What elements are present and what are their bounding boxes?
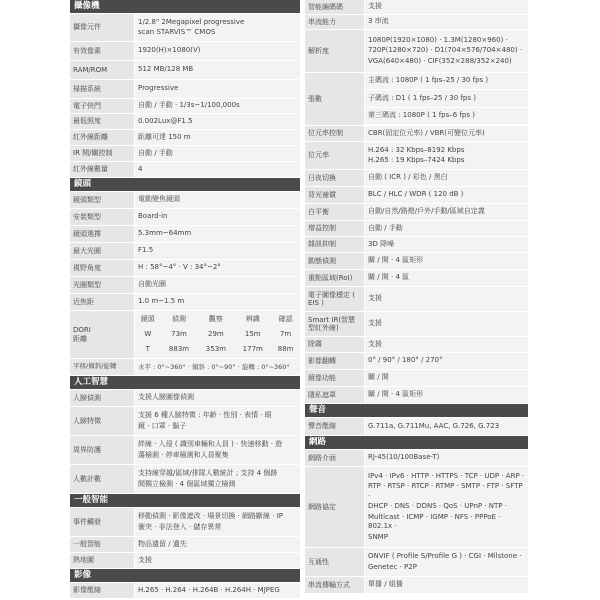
spec-row xyxy=(305,467,528,547)
spec-value xyxy=(365,418,528,435)
spec-value xyxy=(135,537,300,552)
spec-row xyxy=(305,337,528,352)
spec-value xyxy=(365,0,528,14)
spec-label: 增益控制 xyxy=(305,221,364,236)
spec-row xyxy=(305,387,528,403)
spec-value xyxy=(365,187,528,203)
spec-row xyxy=(305,204,528,220)
spec-row xyxy=(70,537,300,552)
spec-value: 電動變焦鏡頭 xyxy=(135,192,300,208)
section-header-ai: 人工智慧 xyxy=(70,376,300,389)
spec-label: 隱私遮罩 xyxy=(305,387,364,403)
spec-value xyxy=(365,467,528,547)
spec-value: 距離可達 150 m xyxy=(135,130,300,145)
spec-line: RJ-45(10/100Base-T) xyxy=(368,453,440,462)
dori-cell: 15m xyxy=(244,329,261,338)
spec-label: 熱地圖 xyxy=(70,553,134,568)
spec-line: 移動偵測 · 影像遮改 · 場景切換 · 網路斷線 · IP xyxy=(138,512,283,521)
spec-line: 自動 ( ICR ) / 彩色 / 黑白 xyxy=(368,173,448,182)
spec-row xyxy=(305,577,528,593)
spec-line: RTP · RTSP · RTCP · RTMP · SMTP · FTP · SFTP · xyxy=(368,482,523,500)
spec-row xyxy=(305,312,528,336)
dori-cell: 29m xyxy=(208,329,224,338)
spec-line: 支援 xyxy=(368,339,382,348)
spec-value xyxy=(365,370,528,386)
dori-row xyxy=(70,311,300,358)
section-header-lens: 鏡頭 xyxy=(70,178,300,191)
spec-value: 512 MB/128 MB xyxy=(135,61,300,79)
spec-label: 串流傳輸方式 xyxy=(305,577,364,593)
spec-value xyxy=(365,221,528,236)
spec-label: 影像翻轉 xyxy=(305,353,364,369)
dori-cell: 177m xyxy=(242,344,263,353)
spec-value xyxy=(135,436,300,464)
spec-row xyxy=(70,130,300,145)
dori-cell: 7m xyxy=(279,329,292,338)
spec-line: H.264 : 32 Kbps–8192 Kbps xyxy=(368,145,465,154)
spec-label: 視野角度 xyxy=(70,260,134,276)
spec-label: 鏡像功能 xyxy=(305,370,364,386)
spec-label: 事件觸發 xyxy=(70,508,134,536)
spec-label: 位元率控制 xyxy=(305,126,364,141)
spec-label: 重點區域(RoI) xyxy=(305,270,364,286)
spec-row xyxy=(70,162,300,177)
spec-label: 有效像素 xyxy=(70,42,134,60)
spec-value: Progressive xyxy=(135,80,300,98)
spec-label: 平移/傾斜/旋轉 xyxy=(70,359,134,375)
right-top-group xyxy=(305,0,528,403)
spec-line: 間獨立檢測 · 4 個區域獨立檢測 xyxy=(138,479,236,488)
spec-row xyxy=(305,221,528,236)
spec-line: 支援 xyxy=(368,294,382,303)
spec-line: 支援 xyxy=(368,2,382,11)
spec-row xyxy=(305,370,528,386)
spec-value xyxy=(365,126,528,141)
spec-line: 物品遺留 / 遺失 xyxy=(138,539,187,548)
spec-line: 自動/自然/路燈/戶外/手動/區域自定義 xyxy=(368,207,485,216)
spec-line: 絆線 · 入侵 ( 識別車輛和人員 ) · 快速移動 · 遊 xyxy=(138,440,283,449)
spec-value: 水平 : 0°~360° · 傾斜 : 0°~90° · 旋轉 : 0°~360° xyxy=(135,359,300,375)
spec-line: VGA(640×480) · CIF(352×288/352×240) xyxy=(368,56,512,65)
spec-line: Genetec · P2P xyxy=(368,562,417,571)
spec-label: 紅外線距離 xyxy=(70,130,134,145)
spec-row xyxy=(305,548,528,576)
spec-value: 1.0 m~1.5 m xyxy=(135,294,300,310)
dori-cell: 883m xyxy=(168,344,190,353)
spec-label: 周界防護 xyxy=(70,436,134,464)
dori-label-line: DORI xyxy=(73,326,91,335)
spec-value xyxy=(365,15,528,29)
spec-line: 關 / 開 · 4 區 xyxy=(368,273,410,282)
spec-line: H.265 : 19 Kbps–7424 Kbps xyxy=(368,156,465,164)
spec-value xyxy=(365,270,528,286)
spec-label: 安裝類型 xyxy=(70,209,134,225)
dori-cell: 73m xyxy=(171,329,187,338)
spec-value xyxy=(365,253,528,269)
spec-line: IPv4 · IPv6 · HTTP · HTTPS · TCP · UDP · ARP · xyxy=(368,471,525,480)
spec-row xyxy=(305,237,528,252)
spec-value xyxy=(365,30,528,72)
spec-row xyxy=(305,15,528,29)
spec-label: 網路介面 xyxy=(305,450,364,466)
spec-row xyxy=(70,61,300,79)
spec-label: 背光補償 xyxy=(305,187,364,203)
spec-row xyxy=(70,359,300,375)
spec-value xyxy=(365,337,528,352)
spec-row xyxy=(70,277,300,293)
spec-row xyxy=(70,209,300,225)
spec-line: 關 / 開 · 4 區矩形 xyxy=(368,390,424,399)
spec-line: 第三碼流 : 1080P ( 1 fps–6 fps ) xyxy=(365,108,528,124)
spec-value xyxy=(135,390,300,406)
spec-line: 720P(1280×720) · D1(704×576/704×480) · xyxy=(368,46,523,55)
spec-line: 支援 6 種人臉特徵 : 年齡 · 性別 · 表情 · 眼 xyxy=(138,411,272,420)
spec-label: 人臉特徵 xyxy=(70,407,134,435)
spec-line: 3 串流 xyxy=(368,17,389,26)
spec-value: Board-in xyxy=(135,209,300,225)
spec-line: 衝突 · 非法登入 · 儲存異常 xyxy=(138,522,222,531)
spec-line: ONVIF ( Profile S/Profile G ) · CGI · Milstone · xyxy=(368,552,522,561)
spec-line: 關 / 開 xyxy=(368,373,389,382)
spec-label: 最低照度 xyxy=(70,114,134,129)
spec-line: 1080P(1920×1080) · 1.3M(1280×960) · xyxy=(368,35,508,44)
spec-line: Multicast · ICMP · IGMP · NFS · PPPoE · 802.1x · xyxy=(368,512,501,531)
section-header-general: 一般智能 xyxy=(70,494,300,507)
spec-value xyxy=(365,237,528,252)
spec-line: 支持線穿越/區域/排隊人數統計 ; 支持 4 個跡 xyxy=(138,469,278,478)
spec-value: 自動 / 手動 xyxy=(135,146,300,161)
spec-value xyxy=(365,312,528,336)
spec-value xyxy=(365,170,528,186)
spec-line: scan STARVIS™ CMOS xyxy=(138,28,216,36)
dori-header: 偵測 xyxy=(172,314,187,323)
spec-line: 支援 xyxy=(138,555,152,564)
spec-value xyxy=(365,142,528,169)
spec-line: 關 / 開 · 4 區矩形 xyxy=(368,256,424,265)
spec-value xyxy=(365,387,528,403)
spec-line: 蕩檢測 · 停車檢測和人員聚集 xyxy=(138,450,229,459)
spec-row xyxy=(305,142,528,169)
spec-label: 影像壓縮 xyxy=(70,583,134,598)
dori-header-row xyxy=(135,312,300,327)
spec-label: 人數計數 xyxy=(70,465,134,493)
spec-row xyxy=(305,287,528,311)
spec-value xyxy=(365,577,528,593)
spec-value xyxy=(135,407,300,435)
spec-value: F1.5 xyxy=(135,243,300,259)
spec-line: 單播 / 組播 xyxy=(368,580,403,589)
dori-label xyxy=(70,311,134,358)
spec-line: 支援人臉圖像偵測 xyxy=(138,393,194,402)
dori-header: 確認 xyxy=(278,314,293,323)
spec-row xyxy=(70,114,300,129)
dori-header: 觀察 xyxy=(208,314,223,323)
section-header-network: 網路 xyxy=(305,436,528,449)
spec-line: BLC / HLC / WDR ( 120 dB ) xyxy=(368,190,464,199)
spec-row xyxy=(305,353,528,369)
spec-label: 光圈類型 xyxy=(70,277,134,293)
spec-label: RAM/ROM xyxy=(70,61,134,79)
spec-value xyxy=(135,508,300,536)
spec-row xyxy=(70,294,300,310)
dori-data-row xyxy=(135,327,300,342)
spec-label: 人臉偵測 xyxy=(70,390,134,406)
spec-row xyxy=(70,226,300,242)
spec-row xyxy=(305,187,528,203)
spec-row xyxy=(70,192,300,208)
spec-row xyxy=(305,270,528,286)
spec-label: 電子圖像穩定 ( EIS ) xyxy=(305,287,364,311)
spec-label: 解析度 xyxy=(305,30,364,72)
spec-value: 5.3mm~64mm xyxy=(135,226,300,242)
left-spec-column xyxy=(70,0,300,599)
spec-row xyxy=(70,583,300,598)
spec-label: 鏡頭類型 xyxy=(70,192,134,208)
spec-label: 最大光圈 xyxy=(70,243,134,259)
dori-cell: W xyxy=(144,329,152,338)
spec-row xyxy=(70,436,300,464)
spec-line: 支援 xyxy=(368,319,382,328)
spec-value xyxy=(135,14,300,41)
spec-row xyxy=(70,42,300,60)
spec-value xyxy=(365,548,528,576)
spec-label: 一般智能 xyxy=(70,537,134,552)
spec-line: DHCP · DNS · DDNS · QoS · UPnP · NTP · xyxy=(368,502,507,511)
spec-label: 雜訊抑制 xyxy=(305,237,364,252)
spec-label: 除霧 xyxy=(305,337,364,352)
spec-value xyxy=(365,450,528,466)
spec-value: H : 58°~4° · V : 34°~2° xyxy=(135,260,300,276)
spec-label: 智能編碼碼 xyxy=(305,0,364,14)
spec-value: H.265 · H.264 · H.264B · H.264H · MJPEG xyxy=(135,583,300,598)
spec-label: 張數 xyxy=(305,73,364,125)
spec-label: 位元率 xyxy=(305,142,364,169)
spec-label: 白平衡 xyxy=(305,204,364,220)
spec-row xyxy=(70,553,300,568)
spec-row xyxy=(305,30,528,72)
spec-row xyxy=(70,243,300,259)
spec-value xyxy=(365,353,528,369)
spec-row xyxy=(305,0,528,14)
dori-header: 鏡頭 xyxy=(140,314,155,323)
spec-value xyxy=(365,287,528,311)
spec-label: 鏡頭選擇 xyxy=(70,226,134,242)
spec-row xyxy=(70,508,300,536)
dori-table xyxy=(135,312,300,357)
spec-value xyxy=(365,204,528,220)
network-group xyxy=(305,450,528,593)
spec-label: 互通性 xyxy=(305,548,364,576)
section-header-camera: 攝像機 xyxy=(70,0,300,13)
right-spec-column xyxy=(305,0,528,594)
spec-label: 電子快門 xyxy=(70,99,134,113)
spec-line: SNMP xyxy=(368,532,388,541)
spec-value-stack xyxy=(365,73,528,125)
spec-label: 近焦距 xyxy=(70,294,134,310)
spec-label: Smart IR(智慧型紅外線) xyxy=(305,312,364,336)
spec-line: 1/2.8" 2Megapixel progressive xyxy=(138,17,245,26)
spec-line: 鏡 · 口罩 · 鬍子 xyxy=(138,421,187,430)
dori-cell: T xyxy=(145,344,150,353)
audio-group xyxy=(305,418,528,435)
section-header-audio: 聲音 xyxy=(305,404,528,417)
spec-value: 自動 / 手動 · 1/3s~1/100,000s xyxy=(135,99,300,113)
section-header-video: 影像 xyxy=(70,569,300,582)
spec-row xyxy=(70,99,300,113)
spec-row xyxy=(305,73,528,125)
spec-label: 串流能力 xyxy=(305,15,364,29)
spec-line: 子碼流 : D1 ( 1 fps–25 / 30 fps ) xyxy=(365,90,528,106)
spec-row xyxy=(70,146,300,161)
spec-row xyxy=(70,390,300,406)
spec-label: 日夜切換 xyxy=(305,170,364,186)
spec-label: 聲音壓縮 xyxy=(305,418,364,435)
spec-value: 1920(H)×1080(V) xyxy=(135,42,300,60)
spec-value: 4 xyxy=(135,162,300,177)
spec-value: 0.002Lux@F1.5 xyxy=(135,114,300,129)
dori-table-cell xyxy=(135,311,300,358)
spec-value: 自動光圈 xyxy=(135,277,300,293)
dori-data-row xyxy=(135,342,300,357)
spec-line: 3D 降噪 xyxy=(368,239,395,248)
spec-line: 自動 / 手動 xyxy=(368,223,403,232)
spec-label: 紅外線數量 xyxy=(70,162,134,177)
spec-value xyxy=(135,465,300,493)
spec-line: 0° / 90° / 180° / 270° xyxy=(368,356,443,365)
dori-label-line: 距離 xyxy=(73,334,87,343)
dori-header: 辨識 xyxy=(245,314,260,323)
spec-row xyxy=(70,465,300,493)
spec-line: CBR(固定位元率) / VBR(可變位元率) xyxy=(368,128,485,137)
dori-cell: 353m xyxy=(205,344,226,353)
spec-row xyxy=(305,450,528,466)
spec-label: 攝像元件 xyxy=(70,14,134,41)
spec-row xyxy=(305,170,528,186)
dori-cell: 88m xyxy=(277,344,294,353)
spec-row xyxy=(305,253,528,269)
spec-row xyxy=(70,14,300,41)
spec-row xyxy=(70,260,300,276)
spec-line: 主碼流 : 1080P ( 1 fps–25 / 30 fps ) xyxy=(365,73,528,89)
spec-row xyxy=(70,407,300,435)
spec-row xyxy=(70,80,300,98)
spec-row xyxy=(305,126,528,141)
spec-label: 動態偵測 xyxy=(305,253,364,269)
spec-label: 網路協定 xyxy=(305,467,364,547)
spec-row xyxy=(305,418,528,435)
spec-value xyxy=(135,553,300,568)
spec-label: 掃描系統 xyxy=(70,80,134,98)
spec-label: IR 開/關控制 xyxy=(70,146,134,161)
spec-line: G.711a, G.711Mu, AAC, G.726, G.723 xyxy=(368,421,500,430)
